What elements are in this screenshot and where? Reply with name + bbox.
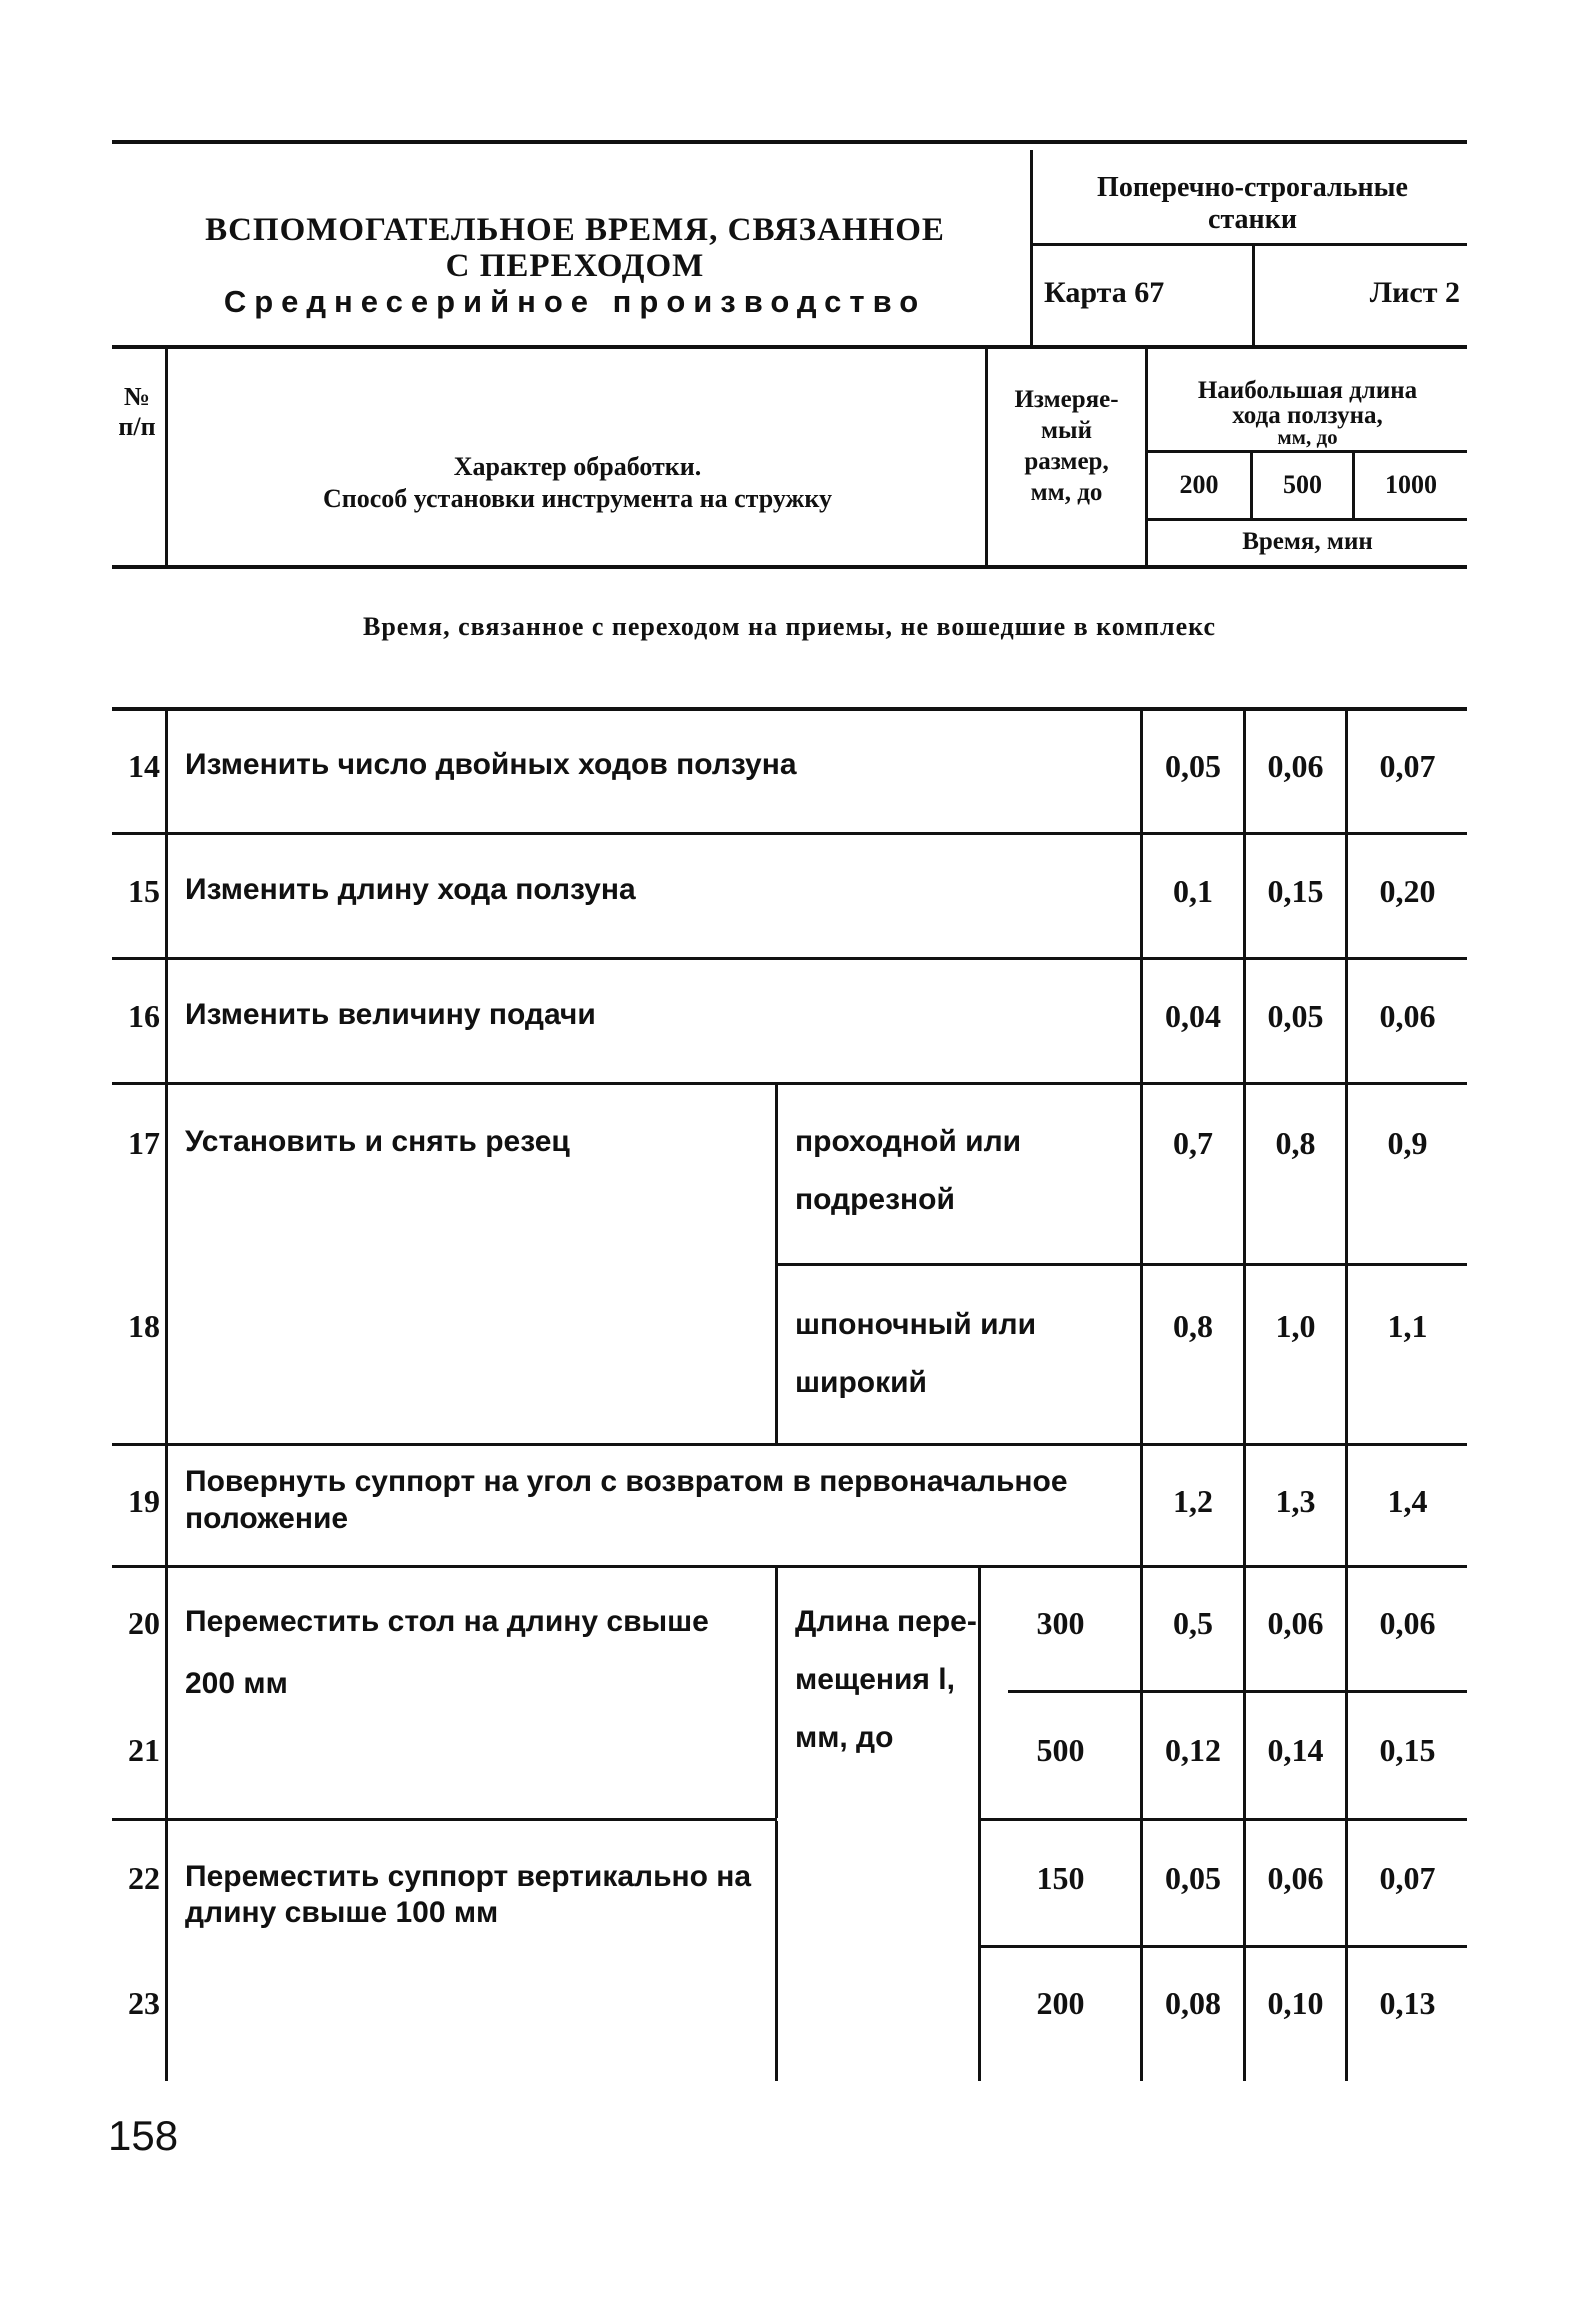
row-18-value-1000: 1,1 bbox=[1387, 1308, 1428, 1344]
row-text-22-line1: Переместить суппорт вертикально на bbox=[185, 1860, 752, 1893]
row-20-value-200: 0,5 bbox=[1173, 1605, 1213, 1641]
time-rule bbox=[1148, 518, 1467, 521]
row-15-value-200: 0,1 bbox=[1173, 873, 1213, 909]
row-23-value-500: 0,10 bbox=[1267, 1985, 1324, 2021]
row-rule-18 bbox=[778, 1263, 1467, 1266]
card-sheet-divider bbox=[1252, 246, 1255, 345]
row-19-value-500: 1,3 bbox=[1275, 1483, 1316, 1519]
row-16-value-200: 0,04 bbox=[1165, 998, 1221, 1034]
row-17-value-200: 0,7 bbox=[1173, 1125, 1213, 1161]
col-no-label-2: п/п bbox=[118, 412, 156, 441]
col-no-label-1: № bbox=[123, 382, 151, 411]
col-sep-rowno bbox=[165, 711, 168, 2081]
header-divider bbox=[1030, 150, 1033, 345]
row-20-value-1000: 0,06 bbox=[1379, 1605, 1436, 1641]
row-number-15: 15 bbox=[128, 873, 160, 909]
row-23-value-200: 0,08 bbox=[1165, 1985, 1221, 2021]
row-14-value-500: 0,06 bbox=[1267, 748, 1324, 784]
stroke-rule bbox=[1148, 450, 1467, 453]
row-21-value-200: 0,12 bbox=[1165, 1732, 1221, 1768]
col-size-label-3: размер, bbox=[1024, 448, 1109, 475]
row-17-value-1000: 0,9 bbox=[1387, 1125, 1428, 1161]
col-sep-move-length-lower bbox=[775, 1821, 778, 2081]
move-length-label-1: Длина пере- bbox=[795, 1605, 977, 1638]
time-unit-label: Время, мин bbox=[1242, 528, 1373, 555]
col-size-label-4: мм, до bbox=[1030, 479, 1103, 506]
col-size-label bbox=[988, 384, 1145, 508]
row-rule-16 bbox=[112, 957, 1467, 960]
stroke-value-200: 200 bbox=[1179, 470, 1219, 499]
col-size-label-1: Измеряе- bbox=[1014, 386, 1119, 413]
col-work-label-1: Характер обработки. bbox=[453, 452, 702, 481]
row-22-value-200: 0,05 bbox=[1165, 1860, 1221, 1896]
move-length-label-3: мм, до bbox=[795, 1721, 894, 1754]
row-17-value-500: 0,8 bbox=[1275, 1125, 1316, 1161]
row-rule-20 bbox=[112, 1565, 1467, 1568]
doc-title-line1: ВСПОМОГАТЕЛЬНОЕ ВРЕМЯ, СВЯЗАННОЕ bbox=[205, 212, 945, 248]
row-number-19: 19 bbox=[128, 1483, 160, 1519]
row-number-20: 20 bbox=[128, 1605, 160, 1641]
row-23-size: 200 bbox=[1036, 1985, 1085, 2021]
col-sep-tool-type bbox=[775, 1085, 778, 1443]
row-18-value-500: 1,0 bbox=[1275, 1308, 1316, 1344]
col-stroke-label-3: мм, до bbox=[1277, 425, 1338, 449]
row-18-tool-type-1: шпоночный или bbox=[795, 1308, 1037, 1341]
col-sep-no bbox=[165, 349, 168, 565]
doc-title-line2: С ПЕРЕХОДОМ bbox=[445, 248, 705, 284]
row-17-tool-type-1: проходной или bbox=[795, 1125, 1022, 1158]
row-20-value-500: 0,06 bbox=[1267, 1605, 1324, 1641]
row-16-value-500: 0,05 bbox=[1267, 998, 1324, 1034]
row-rule-22-left bbox=[112, 1818, 777, 1821]
column-header-bottom-rule bbox=[112, 565, 1467, 569]
row-22-size: 150 bbox=[1036, 1860, 1085, 1896]
row-text-17: Установить и снять резец bbox=[185, 1125, 570, 1158]
row-text-20-line1: Переместить стол на длину свыше bbox=[185, 1605, 709, 1638]
row-19-value-200: 1,2 bbox=[1173, 1483, 1213, 1519]
row-15-value-1000: 0,20 bbox=[1379, 873, 1436, 909]
row-20-size: 300 bbox=[1036, 1605, 1085, 1641]
page-number: 158 bbox=[108, 2112, 179, 2159]
row-17-tool-type-2: подрезной bbox=[795, 1183, 955, 1216]
row-21-value-1000: 0,15 bbox=[1379, 1732, 1436, 1768]
column-header-top-rule bbox=[112, 345, 1467, 349]
stroke-value-500: 500 bbox=[1283, 470, 1322, 499]
row-text-16: Изменить величину подачи bbox=[185, 998, 596, 1031]
row-rule-22-right bbox=[980, 1818, 1467, 1821]
sheet-number: Лист 2 bbox=[1369, 276, 1460, 309]
row-number-21: 21 bbox=[128, 1732, 160, 1768]
row-18-tool-type-2: широкий bbox=[795, 1366, 927, 1399]
row-16-value-1000: 0,06 bbox=[1379, 998, 1436, 1034]
row-number-14: 14 bbox=[128, 748, 160, 784]
row-text-20-line2: 200 мм bbox=[185, 1667, 288, 1700]
row-number-16: 16 bbox=[128, 998, 160, 1034]
col-stroke-label bbox=[1148, 377, 1467, 449]
row-text-19-line2: положение bbox=[185, 1502, 349, 1535]
row-text-19-line1: Повернуть суппорт на угол с возвратом в первоначальное bbox=[185, 1465, 1068, 1498]
row-21-size: 500 bbox=[1036, 1732, 1085, 1768]
row-15-value-500: 0,15 bbox=[1267, 873, 1324, 909]
row-rule-23 bbox=[980, 1945, 1467, 1948]
section-title: Время, связанное с переходом на приемы, не вошедшие в комплекс bbox=[362, 612, 1217, 641]
row-22-value-500: 0,06 bbox=[1267, 1860, 1324, 1896]
row-23-value-1000: 0,13 bbox=[1379, 1985, 1436, 2021]
row-19-value-1000: 1,4 bbox=[1387, 1483, 1428, 1519]
row-14-value-200: 0,05 bbox=[1165, 748, 1221, 784]
row-22-value-1000: 0,07 bbox=[1379, 1860, 1436, 1896]
doc-subtitle: Среднесерийное производство bbox=[223, 284, 927, 319]
row-rule-17 bbox=[112, 1082, 1467, 1085]
col-size-label-2: мый bbox=[1041, 417, 1092, 444]
row-number-18: 18 bbox=[128, 1308, 160, 1344]
stroke-value-1000: 1000 bbox=[1385, 470, 1437, 499]
row-18-value-200: 0,8 bbox=[1173, 1308, 1213, 1344]
row-text-15: Изменить длину хода ползуна bbox=[185, 873, 636, 906]
move-length-label-2: мещения l, bbox=[795, 1663, 955, 1696]
row-rule-14 bbox=[112, 707, 1467, 711]
row-number-22: 22 bbox=[128, 1860, 160, 1896]
row-number-17: 17 bbox=[128, 1125, 160, 1161]
card-number: Карта 67 bbox=[1044, 276, 1165, 309]
row-rule-21 bbox=[1008, 1690, 1467, 1693]
machine-type-line2: станки bbox=[1208, 204, 1297, 235]
row-rule-19 bbox=[112, 1443, 1467, 1446]
row-number-23: 23 bbox=[128, 1985, 160, 2021]
row-text-22-line2: длину свыше 100 мм bbox=[185, 1896, 499, 1929]
top-rule bbox=[112, 140, 1467, 144]
machine-type-line1: Поперечно-строгальные bbox=[1097, 172, 1408, 203]
col-stroke-label-2: хода ползуна, bbox=[1232, 402, 1383, 429]
col-work-label-2: Способ установки инструмента на стружку bbox=[323, 484, 832, 513]
col-stroke-label-1: Наибольшая длина bbox=[1197, 377, 1418, 404]
row-text-14: Изменить число двойных ходов ползуна bbox=[185, 748, 797, 781]
col-sep-move-length bbox=[775, 1568, 778, 1818]
row-21-value-500: 0,14 bbox=[1267, 1732, 1324, 1768]
row-rule-15 bbox=[112, 832, 1467, 835]
row-14-value-1000: 0,07 bbox=[1379, 748, 1436, 784]
machine-rule bbox=[1033, 243, 1467, 246]
